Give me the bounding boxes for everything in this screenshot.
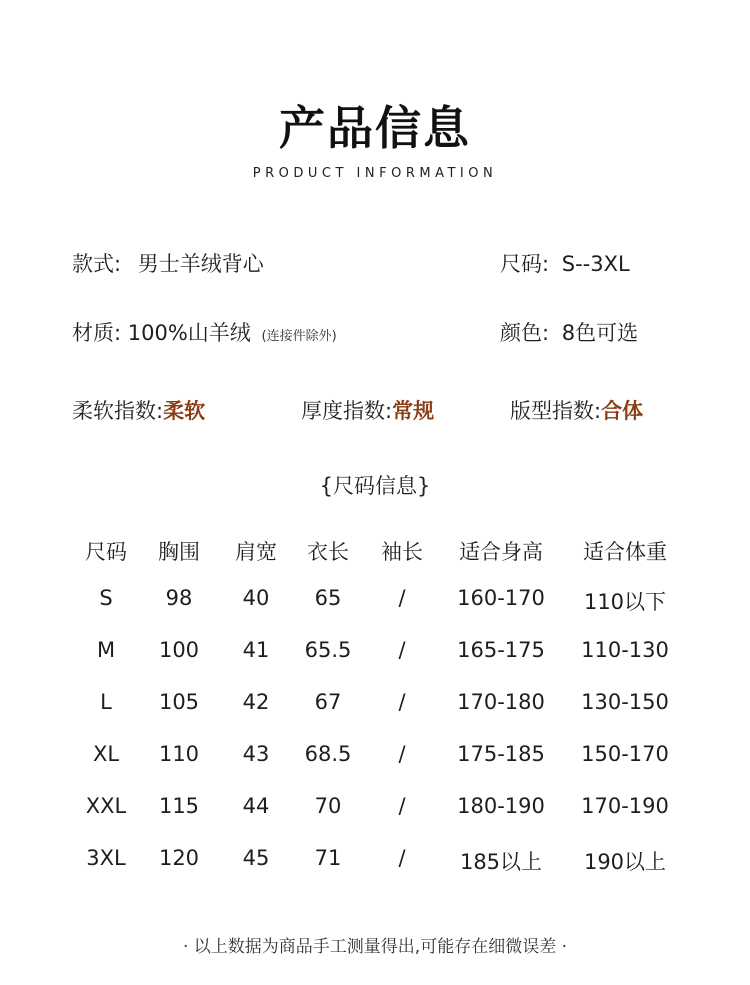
table-cell: 42 xyxy=(242,690,270,714)
table-header-cell: 尺码 xyxy=(85,540,127,564)
table-cell: 3XL xyxy=(86,846,126,870)
table-cell: 98 xyxy=(165,586,193,610)
size-info xyxy=(500,248,630,278)
material-info xyxy=(72,317,337,347)
table-cell: 160-170 xyxy=(457,586,545,610)
table-cell: / xyxy=(398,638,406,662)
table-cell: / xyxy=(398,846,406,870)
table-cell: XXL xyxy=(85,794,127,818)
table-cell: 170-190 xyxy=(581,794,669,818)
table-cell: / xyxy=(398,586,406,610)
table-cell: S xyxy=(99,586,113,610)
softness-label: 柔软指数: xyxy=(72,399,164,423)
page-subtitle: PRODUCT INFORMATION xyxy=(252,166,498,181)
table-cell: 150-170 xyxy=(581,742,669,766)
thickness-index xyxy=(301,395,434,425)
table-cell: 43 xyxy=(242,742,270,766)
style-value: 男士羊绒背心 xyxy=(137,252,264,276)
material-label: 材质: xyxy=(72,321,122,345)
table-cell: 110以下 xyxy=(583,590,667,614)
fit-index xyxy=(510,395,643,425)
thickness-label: 厚度指数: xyxy=(301,399,393,423)
table-cell: 170-180 xyxy=(457,690,545,714)
table-cell: 130-150 xyxy=(581,690,669,714)
softness-value: 柔软 xyxy=(163,399,206,423)
thickness-value: 常规 xyxy=(392,399,435,423)
table-cell: 67 xyxy=(314,690,342,714)
style-label: 款式: xyxy=(72,252,122,276)
color-info xyxy=(500,317,638,347)
table-cell: 110-130 xyxy=(581,638,669,662)
table-cell: 120 xyxy=(158,846,200,870)
table-cell: XL xyxy=(92,742,120,766)
table-cell: 70 xyxy=(314,794,342,818)
fit-value: 合体 xyxy=(601,399,644,423)
table-cell: M xyxy=(96,638,116,662)
table-header-cell: 胸围 xyxy=(158,540,200,564)
page-title: 产品信息 xyxy=(279,101,471,155)
table-header-cell: 适合体重 xyxy=(583,540,667,564)
table-cell: 40 xyxy=(242,586,270,610)
material-value: 100%山羊绒 xyxy=(127,321,251,345)
table-header-cell: 肩宽 xyxy=(235,540,277,564)
table-cell: 110 xyxy=(158,742,200,766)
table-cell: 65 xyxy=(314,586,342,610)
fit-label: 版型指数: xyxy=(510,399,602,423)
footer-note: · 以上数据为商品手工测量得出,可能存在细微误差 · xyxy=(182,937,568,957)
table-cell: 105 xyxy=(158,690,200,714)
table-cell: 65.5 xyxy=(304,638,352,662)
color-label: 颜色: xyxy=(500,321,550,345)
softness-index xyxy=(72,395,205,425)
table-cell: 175-185 xyxy=(457,742,545,766)
size-value: S--3XL xyxy=(561,252,630,276)
material-note: (连接件除外) xyxy=(261,329,337,344)
table-header-cell: 适合身高 xyxy=(459,540,543,564)
table-header-cell: 袖长 xyxy=(381,540,423,564)
table-cell: 115 xyxy=(158,794,200,818)
table-cell: 41 xyxy=(242,638,270,662)
table-cell: 45 xyxy=(242,846,270,870)
table-cell: 68.5 xyxy=(304,742,352,766)
table-cell: 100 xyxy=(158,638,200,662)
size-section-title: {尺码信息} xyxy=(319,474,431,498)
style-info xyxy=(72,248,264,278)
table-cell: 71 xyxy=(314,846,342,870)
table-cell: L xyxy=(100,690,112,714)
table-cell: 190以上 xyxy=(583,850,667,874)
table-cell: 185以上 xyxy=(459,850,543,874)
table-cell: 165-175 xyxy=(457,638,545,662)
table-cell: / xyxy=(398,690,406,714)
size-label: 尺码: xyxy=(500,252,550,276)
table-header-cell: 衣长 xyxy=(307,540,349,564)
color-value: 8色可选 xyxy=(561,321,639,345)
table-cell: / xyxy=(398,794,406,818)
table-cell: 44 xyxy=(242,794,270,818)
table-cell: / xyxy=(398,742,406,766)
table-cell: 180-190 xyxy=(457,794,545,818)
